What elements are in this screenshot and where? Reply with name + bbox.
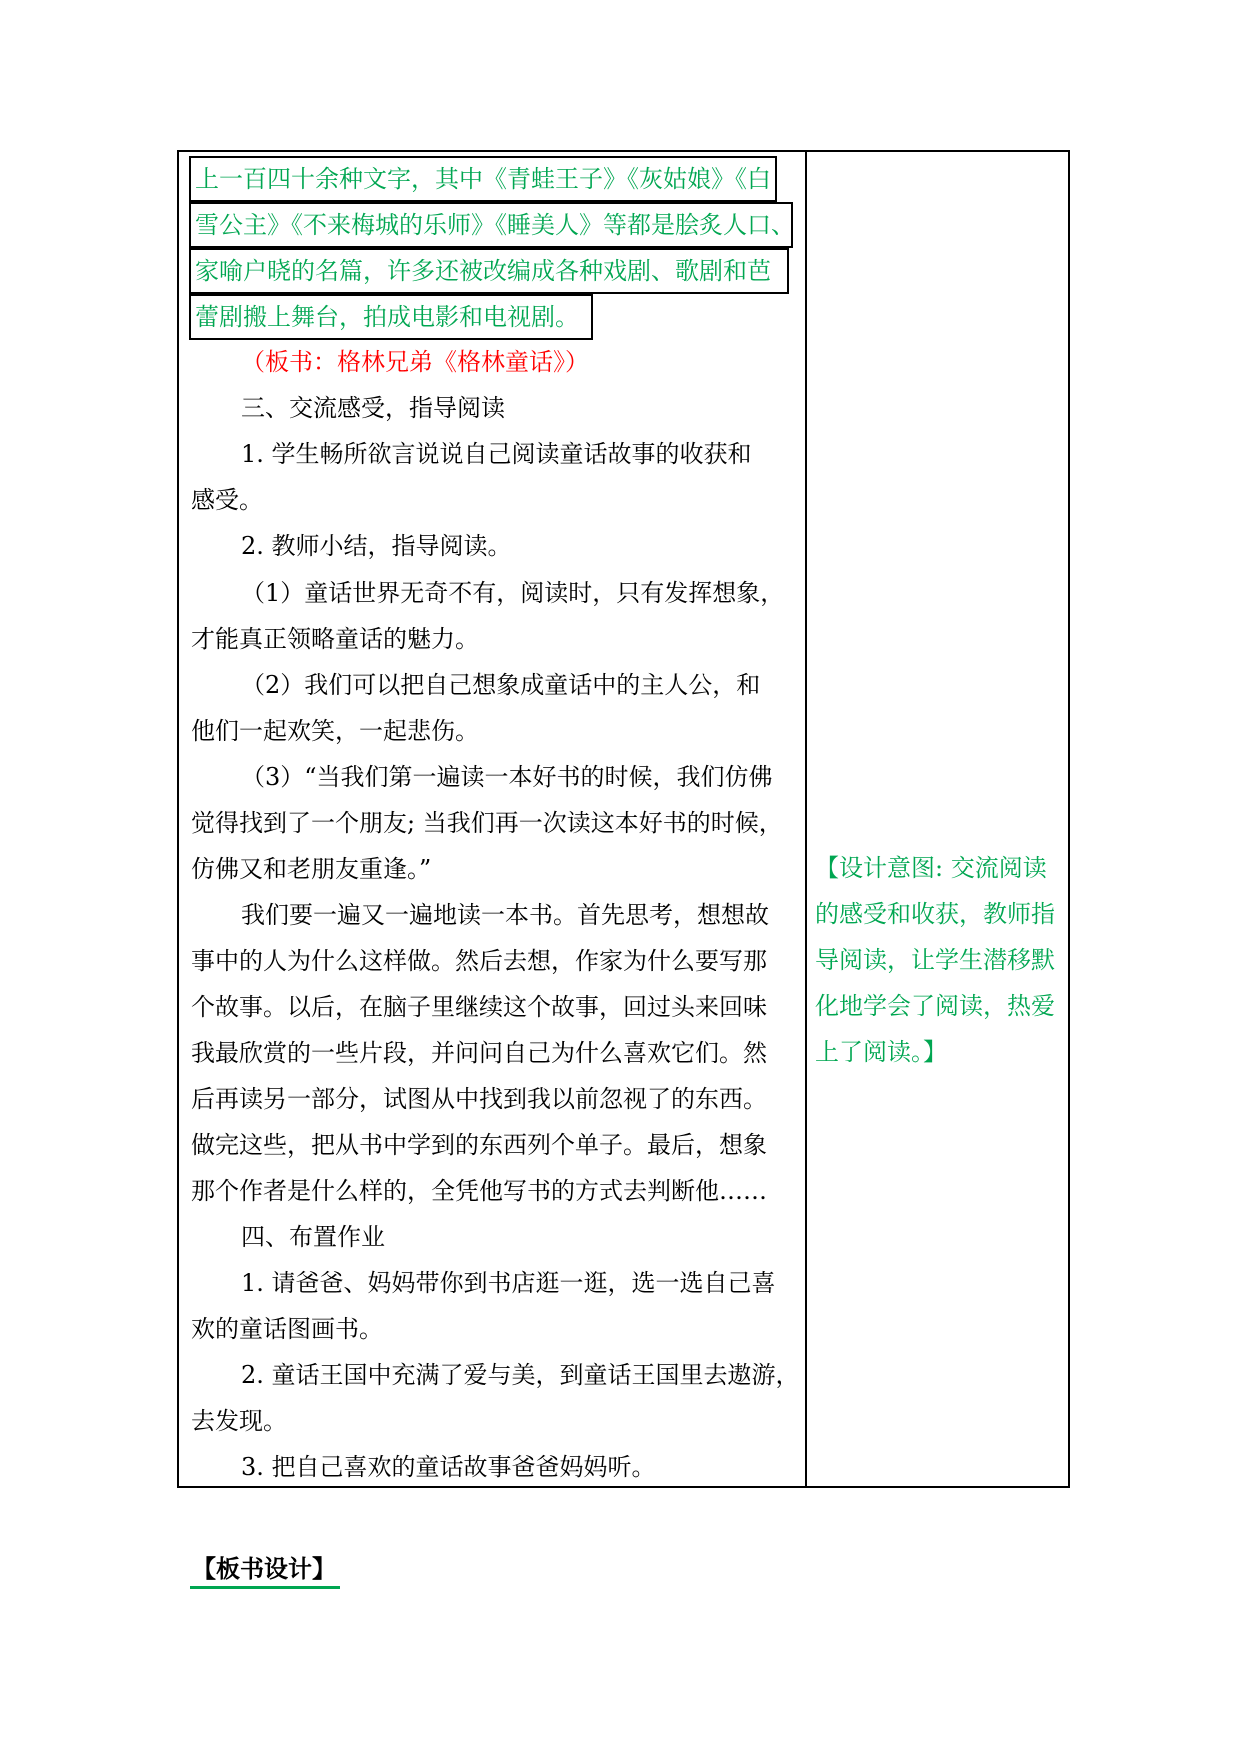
text-line: 去发现。 (191, 1407, 287, 1435)
text-line: 2. 童话王国中充满了爱与美，到童话王国里去遨游， (241, 1361, 800, 1389)
text-line: 个故事。以后，在脑子里继续这个故事，回过头来回味 (191, 993, 767, 1021)
text-line: （3）“当我们第一遍读一本好书的时候，我们仿佛 (241, 763, 773, 791)
board-design-heading: 【板书设计】 (192, 1555, 336, 1583)
design-note-line: 导阅读，让学生潜移默 (815, 946, 1055, 974)
highlight-line-1: 上一百四十余种文字，其中《青蛙王子》《灰姑娘》《白 (195, 165, 771, 193)
text-line: 欢的童话图画书。 (191, 1315, 383, 1343)
lesson-table (177, 150, 1070, 1488)
design-note-line: 上了阅读。】 (815, 1038, 947, 1066)
text-line: 那个作者是什么样的，全凭他写书的方式去判断他…… (191, 1177, 767, 1205)
text-line: 做完这些，把从书中学到的东西列个单子。最后，想象 (191, 1131, 767, 1159)
highlight-line-3: 家喻户晓的名篇，许多还被改编成各种戏剧、歌剧和芭 (195, 257, 771, 285)
text-line: 后再读另一部分，试图从中找到我以前忽视了的东西。 (191, 1085, 767, 1113)
text-line: 事中的人为什么这样做。然后去想，作家为什么要写那 (191, 947, 767, 975)
highlight-box-3 (189, 248, 789, 294)
text-line: 1. 请爸爸、妈妈带你到书店逛一逛，选一选自己喜 (241, 1269, 776, 1297)
section-heading-4: 四、布置作业 (241, 1223, 385, 1251)
text-line: 我最欣赏的一些片段，并问问自己为什么喜欢它们。然 (191, 1039, 767, 1067)
text-line: 1. 学生畅所欲言说说自己阅读童话故事的收获和 (241, 440, 752, 468)
design-note-line: 的感受和收获，教师指 (815, 900, 1055, 928)
text-line: 我们要一遍又一遍地读一本书。首先思考，想想故 (241, 901, 769, 929)
text-line: 觉得找到了一个朋友; 当我们再一次读这本好书的时候， (191, 809, 783, 837)
highlight-box-1 (189, 156, 777, 202)
highlight-line-4: 蕾剧搬上舞台，拍成电影和电视剧。 (195, 303, 579, 331)
heading-underline (190, 1586, 340, 1589)
text-line: （2）我们可以把自己想象成童话中的主人公，和 (241, 671, 761, 699)
text-line: 3. 把自己喜欢的童话故事爸爸妈妈听。 (241, 1453, 656, 1481)
text-line: 感受。 (191, 486, 263, 514)
board-note: （板书：格林兄弟《格林童话》） (241, 348, 589, 376)
highlight-line-2: 雪公主》《不来梅城的乐师》《睡美人》等都是脍炙人口、 (195, 211, 795, 239)
highlight-box-4 (189, 294, 593, 340)
design-note-line: 【设计意图: 交流阅读 (815, 854, 1047, 882)
text-line: 2. 教师小结，指导阅读。 (241, 532, 512, 560)
text-line: （1）童话世界无奇不有，阅读时，只有发挥想象， (241, 579, 785, 607)
section-heading-3: 三、交流感受，指导阅读 (241, 394, 505, 422)
design-note-line: 化地学会了阅读，热爱 (815, 992, 1055, 1020)
text-line: 仿佛又和老朋友重逢。” (191, 855, 432, 883)
text-line: 他们一起欢笑，一起悲伤。 (191, 717, 479, 745)
highlight-box-2 (189, 202, 793, 248)
text-line: 才能真正领略童话的魅力。 (191, 625, 479, 653)
column-divider (805, 152, 807, 1486)
